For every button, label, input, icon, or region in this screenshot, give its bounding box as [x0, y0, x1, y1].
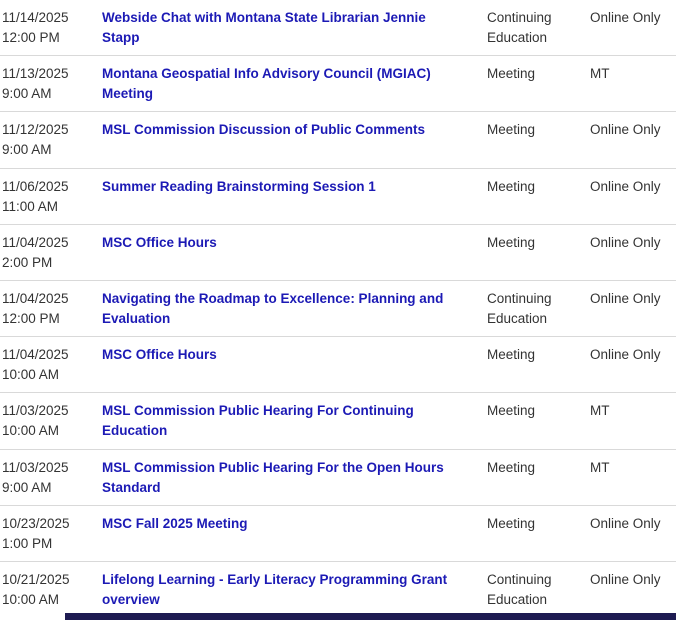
event-date-text: 10/21/2025 [2, 571, 70, 587]
event-time-text: 1:00 PM [2, 535, 53, 551]
event-title-link[interactable]: Summer Reading Brainstorming Session 1 [102, 178, 376, 194]
event-type: Meeting [487, 66, 536, 82]
event-title-cell [102, 289, 487, 336]
event-row [0, 337, 676, 393]
event-title-link[interactable]: MSL Commission Public Hearing For Continuing Education [102, 403, 414, 439]
event-row [0, 450, 676, 506]
event-type: Meeting [487, 347, 536, 363]
event-time-text: 9:00 AM [2, 86, 52, 102]
event-datetime [0, 458, 102, 505]
event-location: Online Only [590, 347, 661, 363]
event-date-text: 11/04/2025 [2, 290, 69, 306]
event-row [0, 506, 676, 562]
event-time-text: 12:00 PM [2, 30, 60, 45]
event-title-link[interactable]: Webside Chat with Montana State Librarian Jennie Stapp [102, 10, 426, 45]
event-title-link[interactable]: MSC Office Hours [102, 234, 217, 250]
event-title-cell [102, 458, 487, 505]
event-type: Meeting [487, 459, 536, 475]
event-time-text: 10:00 AM [2, 591, 60, 607]
event-time-text: 9:00 AM [2, 479, 52, 495]
event-date-text: 11/03/2025 [2, 459, 69, 475]
event-time-text: 10:00 AM [2, 423, 60, 439]
event-type: Continuing Education [487, 290, 552, 326]
event-location: Online Only [590, 290, 661, 306]
event-location: MT [590, 459, 610, 475]
event-date-text: 11/06/2025 [2, 178, 69, 194]
event-title-link[interactable]: MSC Fall 2025 Meeting [102, 515, 248, 531]
event-title-cell [102, 177, 487, 224]
event-date-text: 11/12/2025 [2, 122, 69, 138]
event-datetime [0, 401, 102, 448]
event-title-link[interactable]: MSC Office Hours [102, 347, 217, 363]
event-title-cell [102, 8, 487, 55]
event-time-text: 9:00 AM [2, 142, 52, 158]
event-time-text: 10:00 AM [2, 367, 60, 383]
event-title-link[interactable]: Navigating the Roadmap to Excellence: Planning and Evaluation [102, 290, 444, 326]
event-date-text: 10/23/2025 [2, 515, 70, 531]
event-row [0, 112, 676, 168]
event-date-text: 11/14/2025 [2, 10, 69, 25]
event-datetime [0, 345, 102, 392]
event-title-cell [102, 233, 487, 280]
event-type: Continuing Education [487, 571, 552, 607]
event-location: MT [590, 66, 610, 82]
event-type: Continuing Education [487, 10, 552, 45]
event-datetime [0, 514, 102, 561]
event-location: Online Only [590, 122, 661, 138]
event-title-cell [102, 401, 487, 448]
event-datetime [0, 177, 102, 224]
event-location: Online Only [590, 178, 661, 194]
event-date-text: 11/13/2025 [2, 66, 69, 82]
event-title-link[interactable]: MSL Commission Public Hearing For the Open Hours Standard [102, 459, 444, 495]
event-datetime [0, 64, 102, 111]
event-type: Meeting [487, 178, 536, 194]
event-datetime [0, 120, 102, 167]
event-row [0, 562, 676, 620]
event-type: Meeting [487, 515, 536, 531]
event-title-cell [102, 514, 487, 561]
event-title-link[interactable]: Montana Geospatial Info Advisory Council (MGIAC) Meeting [102, 66, 431, 102]
event-date-text: 11/04/2025 [2, 234, 69, 250]
event-date-text: 11/04/2025 [2, 347, 69, 363]
event-datetime [0, 8, 102, 55]
event-title-cell [102, 120, 487, 167]
event-location: MT [590, 403, 610, 419]
event-datetime [0, 289, 102, 336]
event-location: Online Only [590, 571, 661, 587]
event-row [0, 225, 676, 281]
event-type: Meeting [487, 403, 536, 419]
event-time-text: 11:00 AM [2, 198, 59, 214]
event-title-cell [102, 345, 487, 392]
event-title-cell [102, 64, 487, 111]
event-row [0, 281, 676, 337]
event-date-text: 11/03/2025 [2, 403, 69, 419]
event-title-link[interactable]: MSL Commission Discussion of Public Comments [102, 122, 426, 138]
event-row [0, 169, 676, 225]
event-type: Meeting [487, 122, 536, 138]
event-datetime [0, 233, 102, 280]
event-time-text: 12:00 PM [2, 310, 60, 326]
event-location: Online Only [590, 234, 661, 250]
event-location: Online Only [590, 515, 661, 531]
event-location: Online Only [590, 10, 661, 25]
footer-bar [65, 613, 676, 620]
event-row [0, 56, 676, 112]
event-row [0, 393, 676, 449]
event-title-link[interactable]: Lifelong Learning - Early Literacy Programming Grant overview [102, 571, 448, 607]
event-type: Meeting [487, 234, 536, 250]
event-row [0, 0, 676, 56]
event-time-text: 2:00 PM [2, 254, 53, 270]
